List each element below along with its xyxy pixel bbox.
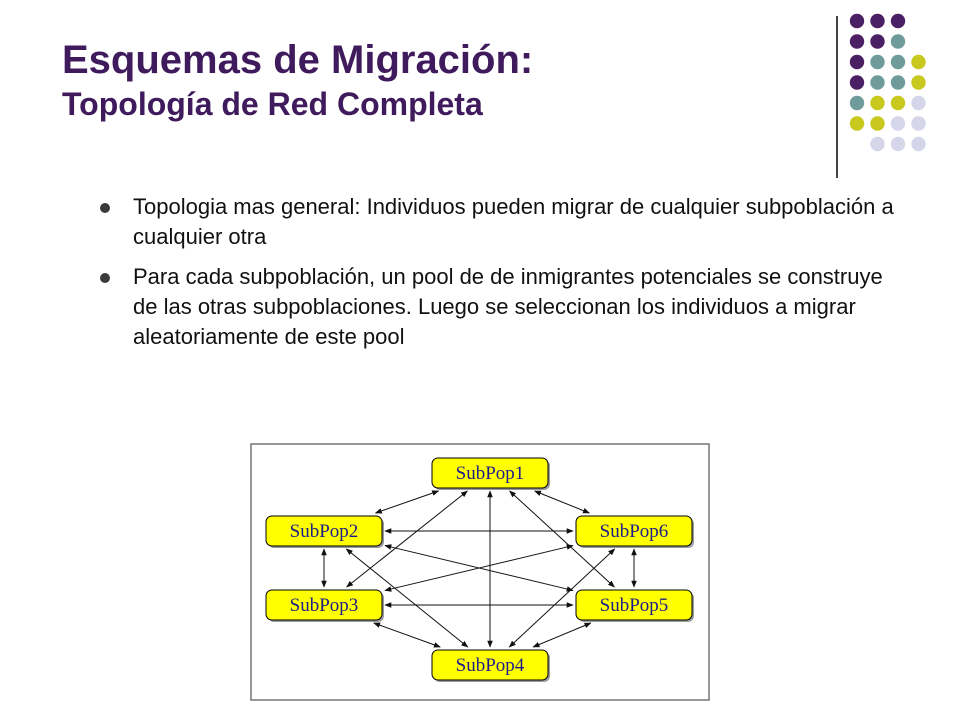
decorative-dot [850,14,864,28]
decorative-dot [891,55,905,69]
decorative-dot [870,14,884,28]
node-subpop2 [266,516,384,548]
node-subpop3 [266,590,384,622]
node-label: SubPop4 [455,655,525,676]
decorative-dot [891,137,905,151]
slide-title: Esquemas de Migración: [62,38,534,82]
node-label: SubPop6 [599,521,669,542]
node-label: SubPop3 [289,595,359,616]
decorative-dot [850,55,864,69]
decorative-dot [870,34,884,48]
decorative-dot [870,116,884,130]
decorative-dot [911,116,925,130]
bullet-list [100,192,900,362]
decorative-dot [911,137,925,151]
node-subpop5 [576,590,694,622]
decorative-dot [891,14,905,28]
node-label: SubPop5 [599,595,669,616]
decorative-dot [870,96,884,110]
node-subpop6 [576,516,694,548]
node-label: SubPop1 [455,463,525,484]
bullet-text: Topologia mas general: Individuos pueden migrar de cualquier subpoblación a cualquier otra [133,194,894,249]
bullet-dot-icon [100,273,110,283]
decorative-dot [870,75,884,89]
slide-subtitle: Topología de Red Completa [62,86,483,122]
decorative-dot [850,96,864,110]
bullet-dot-icon [100,203,110,213]
network-topology-diagram [250,443,710,701]
node-subpop4 [432,650,550,682]
decorative-dot [891,75,905,89]
decorative-vertical-rule [836,16,838,178]
decorative-dot [870,137,884,151]
decorative-dot [891,34,905,48]
bullet-text: Para cada subpoblación, un pool de de inmigrantes potenciales se construye de las otras subpoblaciones. Luego se seleccionan los individuos a migrar aleatoriamente de este pool [133,264,883,349]
decorative-dot [911,96,925,110]
decorative-dot [891,116,905,130]
decorative-dot [870,55,884,69]
node-subpop1 [432,458,550,490]
bullet-item [100,262,900,352]
decorative-dot [850,75,864,89]
decorative-dot [911,75,925,89]
decorative-dot [911,55,925,69]
node-label: SubPop2 [289,521,359,542]
decorative-dot [850,116,864,130]
decorative-dot [850,34,864,48]
bullet-item [100,192,900,252]
decorative-dot [891,96,905,110]
title-block [62,36,802,124]
